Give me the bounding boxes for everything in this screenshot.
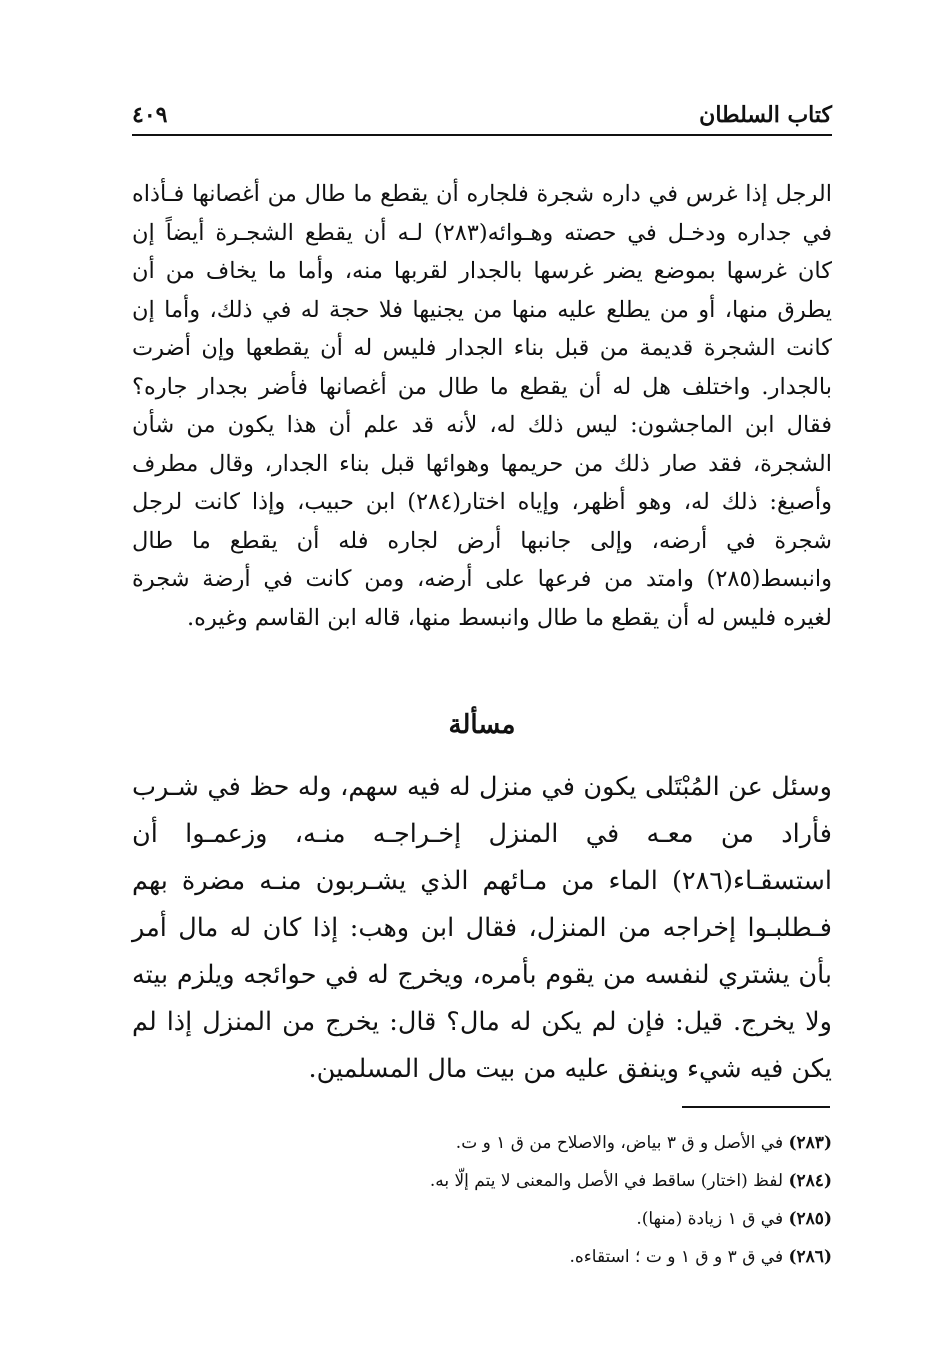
- page-header: [132, 100, 832, 136]
- footnote-number: (٢٨٣): [788, 1133, 832, 1153]
- footnote-text: لفظ (اختار) ساقط في الأصل والمعنى لا يتم إلّا به.: [429, 1171, 784, 1191]
- footnote: [272, 1124, 832, 1162]
- footnote-number: (٢٨٦): [788, 1247, 832, 1267]
- footnote: [272, 1238, 832, 1276]
- main-text-block: [132, 175, 832, 637]
- footnote-number: (٢٨٥): [788, 1209, 832, 1229]
- footnote-text: في ق ١ زيادة (منها).: [636, 1209, 784, 1229]
- footnote: [272, 1162, 832, 1200]
- masala-text-block: [132, 764, 832, 1093]
- footnote-text: في الأصل و ق ٣ بياض، والاصلاح من ق ١ و ت.: [455, 1133, 784, 1153]
- running-title: كتاب السلطان: [699, 102, 832, 128]
- paragraph-2: وسئل عن المُبْتَلى يكون في منزل له فيه سهم، وله حظ في شـرب فأراد من معـه في المنزل إخـراجـه منـه، وزعمـوا أن استسقـاء(٢٨٦) الماء من مـائهم الذي يشـربون منـه مضرة بهم فـطلبـوا إخراجه من المنزل، فقال ابن وهب: إذا كان له مال أمر بأن يشتري لنفسه من يقوم بأمره، ويخرج له في حوائجه ويلزم بيته ولا يخرج. قيل: فإن لم يكن له مال؟ قال: يخرج من المنزل إذا لم يكن فيه شيء وينفق عليه من بيت مال المسلمين.: [132, 772, 832, 1084]
- footnote: [272, 1200, 832, 1238]
- page-number: ٤٠٩: [132, 102, 168, 128]
- footnotes: [272, 1124, 832, 1276]
- footnote-number: (٢٨٤): [788, 1171, 832, 1191]
- paragraph-1: الرجل إذا غرس في داره شجرة فلجاره أن يقطع ما طال من أغصانها فـأذاه في جداره ودخـل في حصته وهـوائه(٢٨٣) لـه أن يقطع الشجـرة أيضاً إن كان غرسها بموضع يضر غرسها بالجدار لقربها منه، وأما ما يخاف من أن يطرق منها، أو من يطلع عليه منها من يجنيها فلا حجة له في ذلك، وأما إن كانت الشجرة قديمة من قبل بناء الجدار فليس له أن يقطعها وإن أضرت بالجدار. واختلف هل له أن يقطع ما طال من أغصانها فأضر بجدار جاره؟ فقال ابن الماجشون: ليس ذلك له، لأنه قد علم أن هذا يكون من شأن الشجرة، فقد صار ذلك من حريمها وهوائها قبل بناء الجدار، وقال مطرف وأصبغ: ذلك له، وهو أظهر، وإياه اختار(٢٨٤) ابن حبيب، وإذا كانت لرجل شجرة في أرضه، وإلى جانبها أرض لجاره فله أن يقطع ما طال وانبسط(٢٨٥) وامتد من فرعها على أرضه، ومن كانت في أرضة شجرة لغيره فليس له أن يقطع ما طال وانبسط منها، قاله ابن القاسم وغيره.: [132, 181, 832, 631]
- footnote-separator: [682, 1106, 830, 1108]
- section-heading: مسألة: [448, 710, 516, 740]
- footnote-text: في ق ٣ و ق ١ و ت ؛ استقاءه.: [569, 1247, 784, 1267]
